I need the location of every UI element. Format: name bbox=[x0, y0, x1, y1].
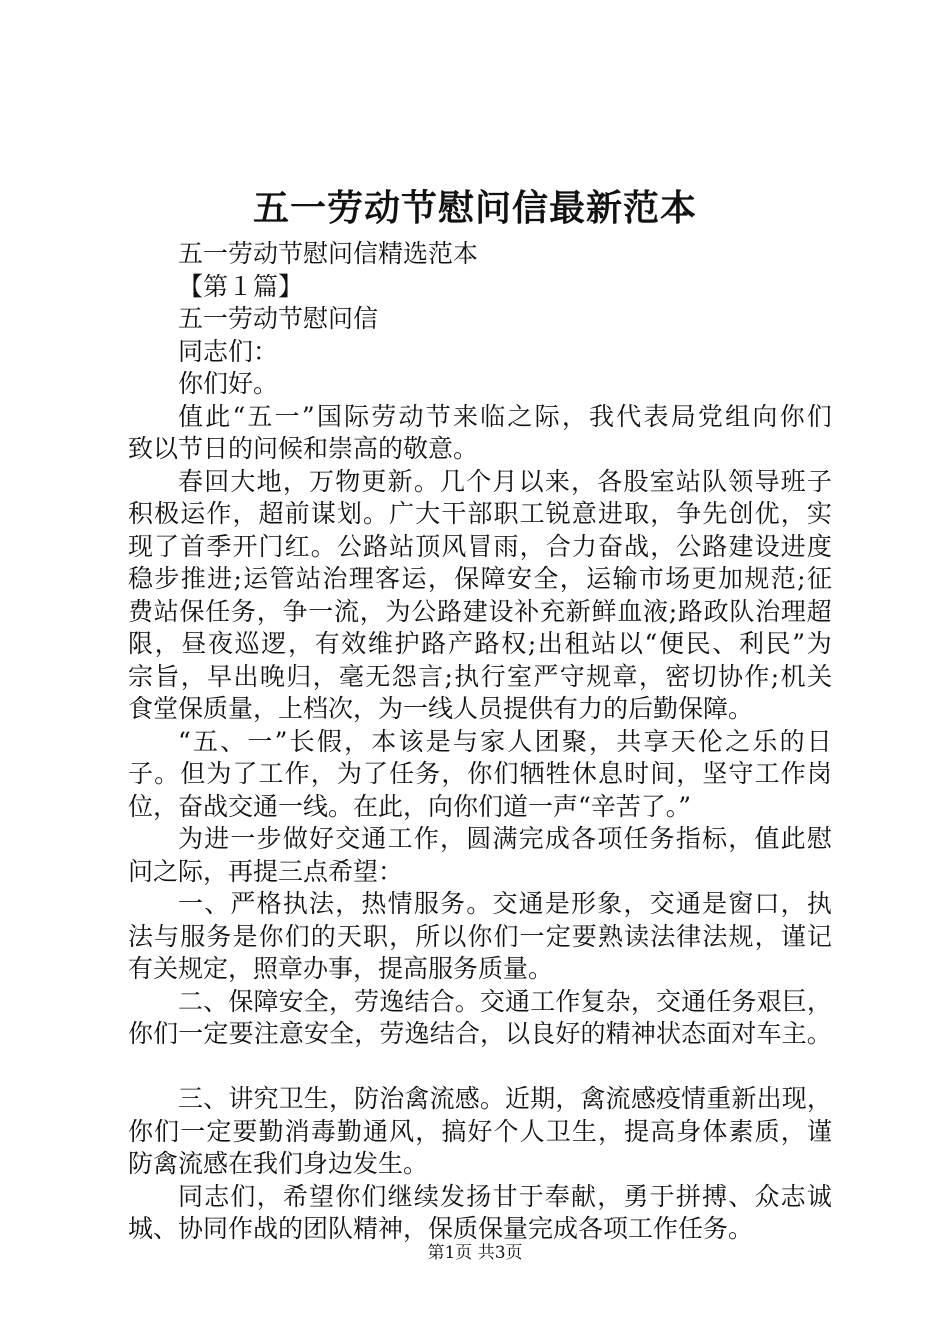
text-line: 三 、 讲 究 卫 生 ， 防 治 禽 流 感 。 近 期 ， 禽 流 感 疫 情 重 新 出 现 ， bbox=[178, 1084, 832, 1113]
text-line: 现 了 首 季 开 门 红 。 公 路 站 顶 风 冒 雨 ， 合 力 奋 战 ， 公 路 建 设 进 度 bbox=[128, 531, 832, 561]
text-line: 五一劳动节慰问信精选范本 bbox=[178, 239, 479, 268]
text-line: 你 们 一 定 要 注 意 安 全 ， 劳 逸 结 合 ， 以 良 好 的 精 神 状 态 面 对 车 主 。 bbox=[128, 1019, 832, 1048]
document-body bbox=[128, 238, 832, 1246]
text-line: 防禽流感在我们身边发生。 bbox=[128, 1149, 429, 1178]
text-line: 二 、 保 障 安 全 ， 劳 逸 结 合 。 交 通 工 作 复 杂 ， 交 通 任 务 艰 巨 ， bbox=[178, 986, 832, 1016]
page-footer: 第1页 共3页 bbox=[427, 1243, 523, 1263]
text-line: 费 站 保 任 务 ， 争 一 流 ， 为 公 路 建 设 补 充 新 鲜 血 液 ; 路 政 队 治 理 超 bbox=[128, 596, 832, 626]
text-line: 值 此 “ 五 一 ” 国 际 劳 动 节 来 临 之 际 ， 我 代 表 局 党 组 向 你 们 bbox=[178, 401, 832, 431]
text-line: 食堂保质量，上档次，为一线人员提供有力的后勤保障。 bbox=[128, 694, 754, 723]
text-line: 同志们： bbox=[178, 336, 279, 366]
text-line: “ 五 、 一 ” 长 假 ， 本 该 是 与 家 人 团 聚 ， 共 享 天 伦 之 乐 的 日 bbox=[178, 726, 832, 756]
text-line: 一 、 严 格 执 法 ， 热 情 服 务 。 交 通 是 形 象 ， 交 通 是 窗 口 ， 执 bbox=[178, 889, 832, 918]
text-line: 稳 步 推 进 ; 运 管 站 治 理 客 运 ， 保 障 安 全 ， 运 输 市 场 更 加 规 范 ; 征 bbox=[128, 564, 832, 593]
text-line: 积 极 运 作 ， 超 前 谋 划 。 广 大 干 部 职 工 锐 意 进 取 ， 争 先 创 优 ， 实 bbox=[128, 499, 832, 528]
text-line bbox=[128, 1051, 832, 1084]
text-line: 为 进 一 步 做 好 交 通 工 作 ， 圆 满 完 成 各 项 任 务 指 标 ， 值 此 慰 bbox=[178, 824, 832, 853]
text-line: 致以节日的问候和崇高的敬意。 bbox=[128, 434, 479, 463]
text-line: 子 。 但 为 了 工 作 ， 为 了 任 务 ， 你 们 牺 牲 休 息 时 间 ， 坚 守 工 作 岗 bbox=[128, 759, 832, 788]
text-line: 城、协同作战的团队精神，保质保量完成各项工作任务。 bbox=[128, 1214, 754, 1243]
text-line: 五一劳动节慰问信 bbox=[178, 304, 379, 333]
text-line: 位，奋战交通一线。在此，向你们道一声“辛苦了。” bbox=[128, 791, 692, 821]
text-line: 宗 旨 ， 早 出 晚 归 ， 毫 无 怨 言 ; 执 行 室 严 守 规 章 ， 密 切 协 作 ; 机 关 bbox=[128, 661, 832, 691]
text-line: 法 与 服 务 是 你 们 的 天 职 ， 所 以 你 们 一 定 要 熟 读 法 律 法 规 ， 谨 记 bbox=[128, 921, 832, 951]
document-title: 五一劳动节慰问信最新范本 bbox=[252, 187, 697, 229]
text-line: 有关规定，照章办事，提高服务质量。 bbox=[128, 954, 554, 983]
text-line: 春 回 大 地 ， 万 物 更 新 。 几 个 月 以 来 ， 各 股 室 站 队 领 导 班 子 bbox=[178, 466, 832, 496]
text-line: 【第１篇】 bbox=[178, 271, 304, 301]
text-line: 限 ， 昼 夜 巡 逻 ， 有 效 维 护 路 产 路 权 ; 出 租 站 以 “ 便 民 、 利 民 ” 为 bbox=[128, 629, 832, 658]
text-line: 你们好。 bbox=[178, 369, 279, 398]
text-line: 问之际，再提三点希望： bbox=[128, 856, 404, 886]
text-line: 同 志 们 ， 希 望 你 们 继 续 发 扬 甘 于 奉 献 ， 勇 于 拼 搏 、 众 志 诚 bbox=[178, 1181, 832, 1211]
text-line: 你 们 一 定 要 勤 消 毒 勤 通 风 ， 搞 好 个 人 卫 生 ， 提 高 身 体 素 质 ， 谨 bbox=[128, 1116, 832, 1146]
